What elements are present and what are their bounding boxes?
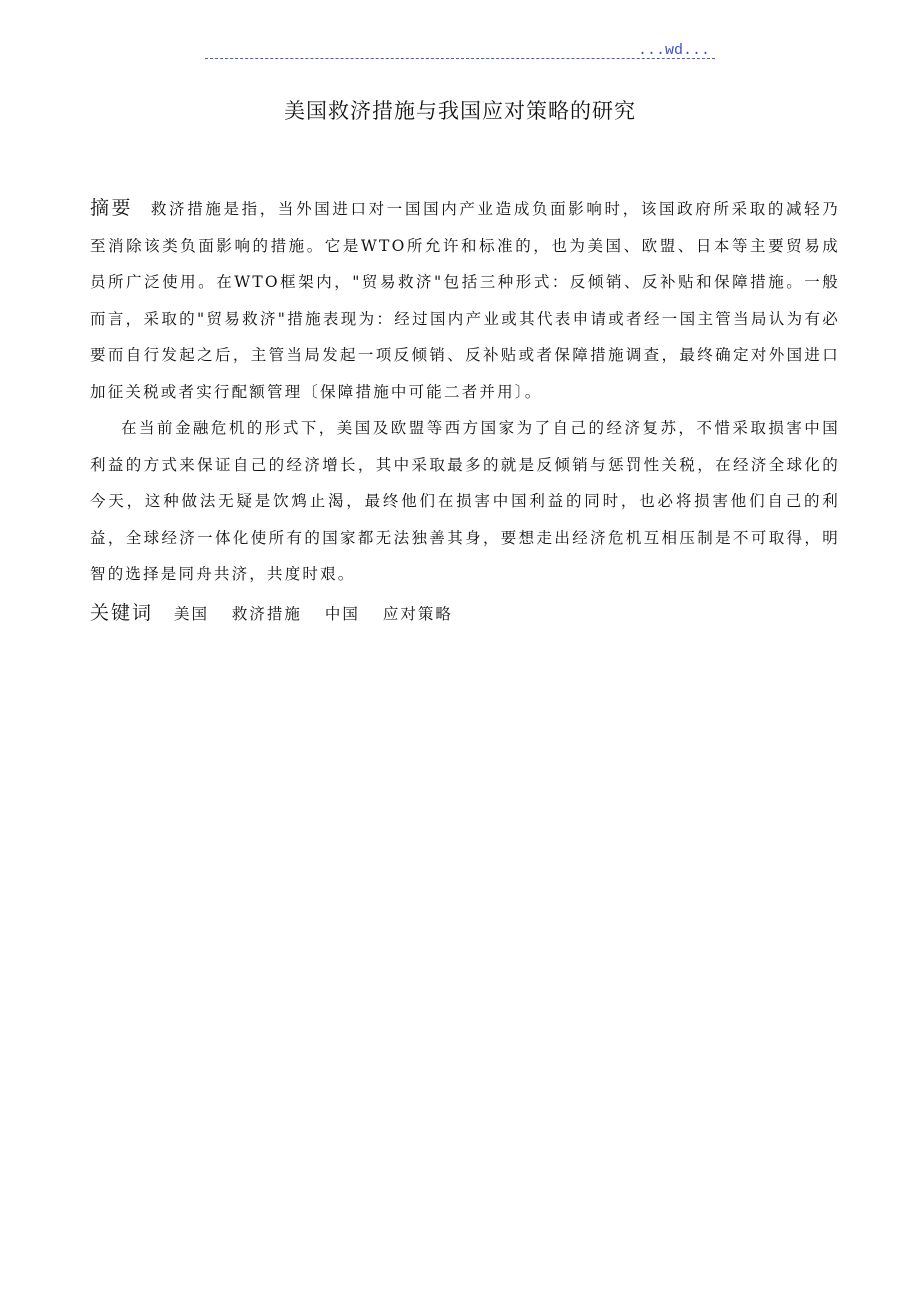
keyword-item: 美国 [173, 604, 209, 623]
keywords-label: 关键词 [90, 601, 154, 624]
abstract-section [90, 190, 840, 632]
abstract-paragraph-2: 在当前金融危机的形式下，美国及欧盟等西方国家为了自己的经济复苏，不惜采取损害中国利益的方式来保证自己的经济增长，其中采取最多的就是反倾销与惩罚性关税，在经济全球化的今天，这种做法无疑是饮鸩止渴，最终他们在损害中国利益的同时，也必将损害他们自己的利益，全球经济一体化使所有的国家都无法独善其身，要想走出经济危机互相压制是不可取得，明智的选择是同舟共济，共度时艰。 [90, 419, 840, 583]
abstract-text-1: 救济措施是指，当外国进口对一国国内产业造成负面影响时，该国政府所采取的减轻乃至消除该类负面影响的措施。它是WTO所允许和标准的，也为美国、欧盟、日本等主要贸易成员所广泛使用。在WTO框架内，"贸易救济"包括三种形式：反倾销、反补贴和保障措施。一般而言，采取的"贸易救济"措施表现为：经过国内产业或其代表申请或者经一国主管当局认为有必要而自行发起之后，主管当局发起一项反倾销、反补贴或者保障措施调查，最终确定对外国进口加征关税或者实行配额管理〔保障措施中可能二者并用〕。 [90, 200, 840, 401]
document-title: 美国救济措施与我国应对策略的研究 [284, 99, 636, 123]
keyword-item: 救济措施 [231, 604, 302, 623]
keyword-item: 应对策略 [382, 604, 453, 623]
header-watermark: ...wd... [638, 42, 711, 59]
keyword-item: 中国 [324, 604, 360, 623]
abstract-label: 摘要 [90, 197, 133, 219]
abstract-paragraph-1 [90, 190, 840, 410]
keywords-line [90, 595, 840, 632]
